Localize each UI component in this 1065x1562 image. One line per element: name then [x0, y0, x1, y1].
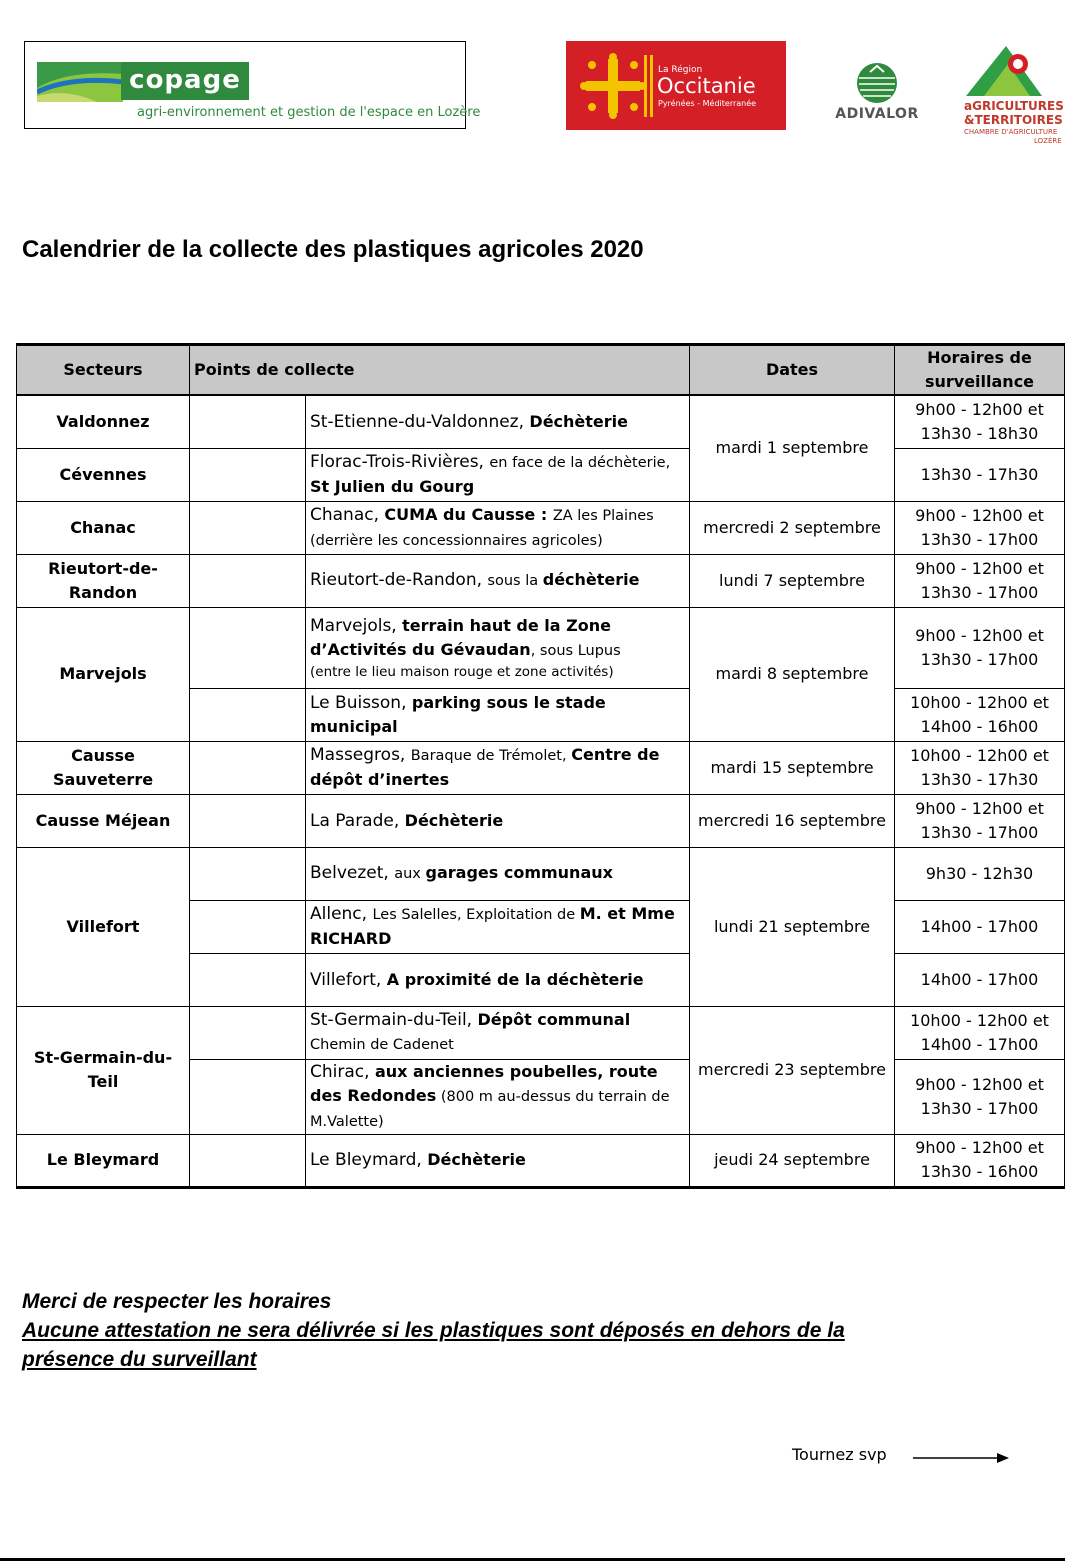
sector-cell: Chanac — [17, 501, 190, 554]
date-cell: mercredi 16 septembre — [690, 794, 895, 847]
blank-cell — [190, 794, 306, 847]
place-cell — [306, 900, 690, 953]
place-detail: Déchèterie — [427, 1150, 526, 1169]
place-cell — [306, 1134, 690, 1187]
sector-cell: Marvejols — [17, 607, 190, 741]
blank-cell — [190, 953, 306, 1006]
blank-cell — [190, 448, 306, 501]
occitanie-name: Occitanie — [657, 74, 756, 98]
blank-cell — [190, 1134, 306, 1187]
place-cell — [306, 688, 690, 741]
place-detail: CUMA du Causse : — [384, 504, 553, 524]
hours-cell: 14h00 - 17h00 — [895, 953, 1065, 1006]
place-cell — [306, 741, 690, 794]
agri-line4: LOZÈRE — [1034, 137, 1062, 145]
place-name: La Parade, — [310, 810, 405, 831]
place-note: Baraque de Trémolet, — [410, 748, 572, 764]
sector-cell: Rieutort-de-Randon — [17, 554, 190, 607]
hours-cell: 10h00 - 12h00 et 14h00 - 16h00 — [895, 688, 1065, 741]
blank-cell — [190, 607, 306, 688]
place-name: Marvejols, — [310, 616, 403, 636]
place-detail: parking sous le stade municipal — [310, 692, 606, 736]
notice-line1: Merci de respecter les horaires — [22, 1290, 332, 1313]
notice-block — [22, 1287, 902, 1374]
place-note: ZA les Plaines (derrière les concessionnaires agricoles) — [310, 507, 654, 549]
place-detail: St Julien du Gourg — [310, 477, 475, 496]
table-row — [17, 448, 1065, 501]
blank-cell — [190, 900, 306, 953]
sector-cell: Valdonnez — [17, 395, 190, 448]
place-name: Chirac, — [310, 1061, 375, 1082]
place-detail: garages communaux — [425, 863, 613, 882]
place-detail: aux anciennes poubelles, route des Redondes — [310, 1061, 658, 1105]
place-note: Chemin de Cadenet — [310, 1037, 454, 1053]
adivalor-logo — [832, 60, 922, 126]
sector-cell: St-Germain-du-Teil — [17, 1006, 190, 1134]
place-detail: Déchèterie — [529, 411, 628, 431]
header-secteurs: Secteurs — [17, 345, 190, 396]
hours-cell: 9h00 - 12h00 et 13h30 - 17h00 — [895, 607, 1065, 688]
place-name: Le Bleymard, — [310, 1150, 428, 1170]
place-note: en face de la déchèterie, — [489, 455, 671, 471]
hours-cell: 9h30 - 12h30 — [895, 847, 1065, 900]
place-name: Rieutort-de-Randon, — [310, 570, 488, 590]
table-row — [17, 395, 1065, 448]
date-cell: mardi 8 septembre — [690, 607, 895, 741]
place-name: St-Germain-du-Teil, — [310, 1010, 478, 1030]
place-name: Chanac, — [310, 504, 385, 525]
table-row — [17, 554, 1065, 607]
notice-line2: Aucune attestation ne sera délivrée si les plastiques sont déposés en dehors de la présence du surveillant — [22, 1319, 845, 1371]
place-detail: Déchèterie — [404, 810, 504, 830]
place-note: sous la — [487, 573, 543, 589]
blank-cell — [190, 688, 306, 741]
agriculture-leaf-icon — [966, 42, 1042, 96]
place-cell — [306, 395, 690, 448]
place-cell — [306, 953, 690, 1006]
table-row — [17, 1006, 1065, 1059]
place-note: aux — [394, 866, 426, 882]
date-cell: jeudi 24 septembre — [690, 1134, 895, 1187]
place-name: Villefort, — [310, 969, 387, 990]
hours-cell: 9h00 - 12h00 et 13h30 - 17h00 — [895, 554, 1065, 607]
blank-cell — [190, 554, 306, 607]
place-detail: Centre de dépôt d’inertes — [310, 745, 660, 789]
copage-logo — [24, 41, 481, 129]
date-cell: mardi 15 septembre — [690, 741, 895, 794]
occitan-cross-icon — [578, 51, 648, 121]
hours-cell: 10h00 - 12h00 et 14h00 - 17h00 — [895, 1006, 1065, 1059]
blank-cell — [190, 501, 306, 554]
blank-cell — [190, 1059, 306, 1134]
place-name: Florac-Trois-Rivières, — [310, 452, 490, 472]
occitanie-line2: Pyrénées - Méditerranée — [658, 99, 757, 108]
place-name: Le Buisson, — [310, 692, 412, 713]
place-name: Allenc, — [310, 904, 373, 924]
place-cell — [306, 607, 690, 688]
hours-cell: 14h00 - 17h00 — [895, 900, 1065, 953]
hours-cell: 9h00 - 12h00 et 13h30 - 16h00 — [895, 1134, 1065, 1187]
hours-cell: 9h00 - 12h00 et 13h30 - 17h00 — [895, 794, 1065, 847]
chambre-agriculture-logo — [960, 42, 1065, 150]
place-cell — [306, 554, 690, 607]
hours-cell: 9h00 - 12h00 et 13h30 - 18h30 — [895, 395, 1065, 448]
table-row — [17, 607, 1065, 688]
place-note: Les Salelles, Exploitation de — [372, 907, 580, 923]
table-row — [17, 847, 1065, 900]
table-row — [17, 741, 1065, 794]
place-cell — [306, 1006, 690, 1059]
header-points: Points de collecte — [190, 345, 690, 396]
sector-cell: Causse Méjean — [17, 794, 190, 847]
collection-schedule-table — [16, 343, 1065, 1189]
agri-line3: CHAMBRE D'AGRICULTURE — [964, 128, 1058, 136]
place-detail: A proximité de la déchèterie — [386, 969, 644, 989]
blank-cell — [190, 1006, 306, 1059]
table-row — [17, 794, 1065, 847]
adivalor-name: ADIVALOR — [835, 106, 919, 122]
blank-cell — [190, 847, 306, 900]
date-cell: lundi 21 septembre — [690, 847, 895, 1006]
place-detail: Dépôt communal — [477, 1010, 631, 1029]
place-cell — [306, 847, 690, 900]
copage-tagline: agri-environnement et gestion de l'espace en Lozère — [137, 105, 481, 120]
place-name: Belvezet, — [310, 863, 395, 883]
occitanie-bars-icon — [644, 55, 654, 117]
place-cell — [306, 448, 690, 501]
hours-cell: 9h00 - 12h00 et 13h30 - 17h00 — [895, 1059, 1065, 1134]
place-cell — [306, 794, 690, 847]
header-dates: Dates — [690, 345, 895, 396]
arrow-right-icon — [913, 1451, 1009, 1465]
sector-cell: Cévennes — [17, 448, 190, 501]
place-note-small: (entre le lieu maison rouge et zone activités) — [310, 664, 614, 680]
date-cell: mardi 1 septembre — [690, 395, 895, 501]
place-detail: M. et Mme RICHARD — [310, 904, 675, 948]
place-cell — [306, 1059, 690, 1134]
table-row — [17, 1134, 1065, 1187]
place-note: , sous Lupus — [530, 643, 621, 659]
copage-name: copage — [121, 62, 249, 100]
blank-cell — [190, 395, 306, 448]
place-cell — [306, 501, 690, 554]
header-horaires: Horaires de surveillance — [895, 345, 1065, 396]
sector-cell: Le Bleymard — [17, 1134, 190, 1187]
table-row — [17, 501, 1065, 554]
sector-cell: Villefort — [17, 847, 190, 1006]
agri-line2: &TERRITOIRES — [964, 113, 1063, 127]
turn-page-label: Tournez svp — [792, 1445, 887, 1464]
occitanie-line1: La Région — [658, 65, 703, 75]
blank-cell — [190, 741, 306, 794]
place-note: (800 m au-dessus du terrain de M.Valette) — [310, 1088, 670, 1130]
date-cell: lundi 7 septembre — [690, 554, 895, 607]
place-name: Massegros, — [310, 745, 411, 765]
bottom-rule — [0, 1558, 1065, 1561]
hours-cell: 10h00 - 12h00 et 13h30 - 17h30 — [895, 741, 1065, 794]
sector-cell: Causse Sauveterre — [17, 741, 190, 794]
page-title: Calendrier de la collecte des plastiques agricoles 2020 — [22, 236, 644, 263]
hours-cell: 13h30 - 17h30 — [895, 448, 1065, 501]
hours-cell: 9h00 - 12h00 et 13h30 - 17h00 — [895, 501, 1065, 554]
place-detail: déchèterie — [542, 570, 640, 589]
place-detail: terrain haut de la Zone d’Activités du Gévaudan — [310, 616, 611, 659]
agri-line1: aGRICULTURES — [964, 99, 1064, 113]
place-name: St-Etienne-du-Valdonnez, — [310, 411, 530, 432]
occitanie-logo — [566, 41, 786, 130]
adivalor-globe-icon — [856, 62, 898, 104]
copage-landscape-icon — [37, 62, 123, 102]
date-cell: mercredi 23 septembre — [690, 1006, 895, 1134]
date-cell: mercredi 2 septembre — [690, 501, 895, 554]
table-header-row — [17, 345, 1065, 396]
